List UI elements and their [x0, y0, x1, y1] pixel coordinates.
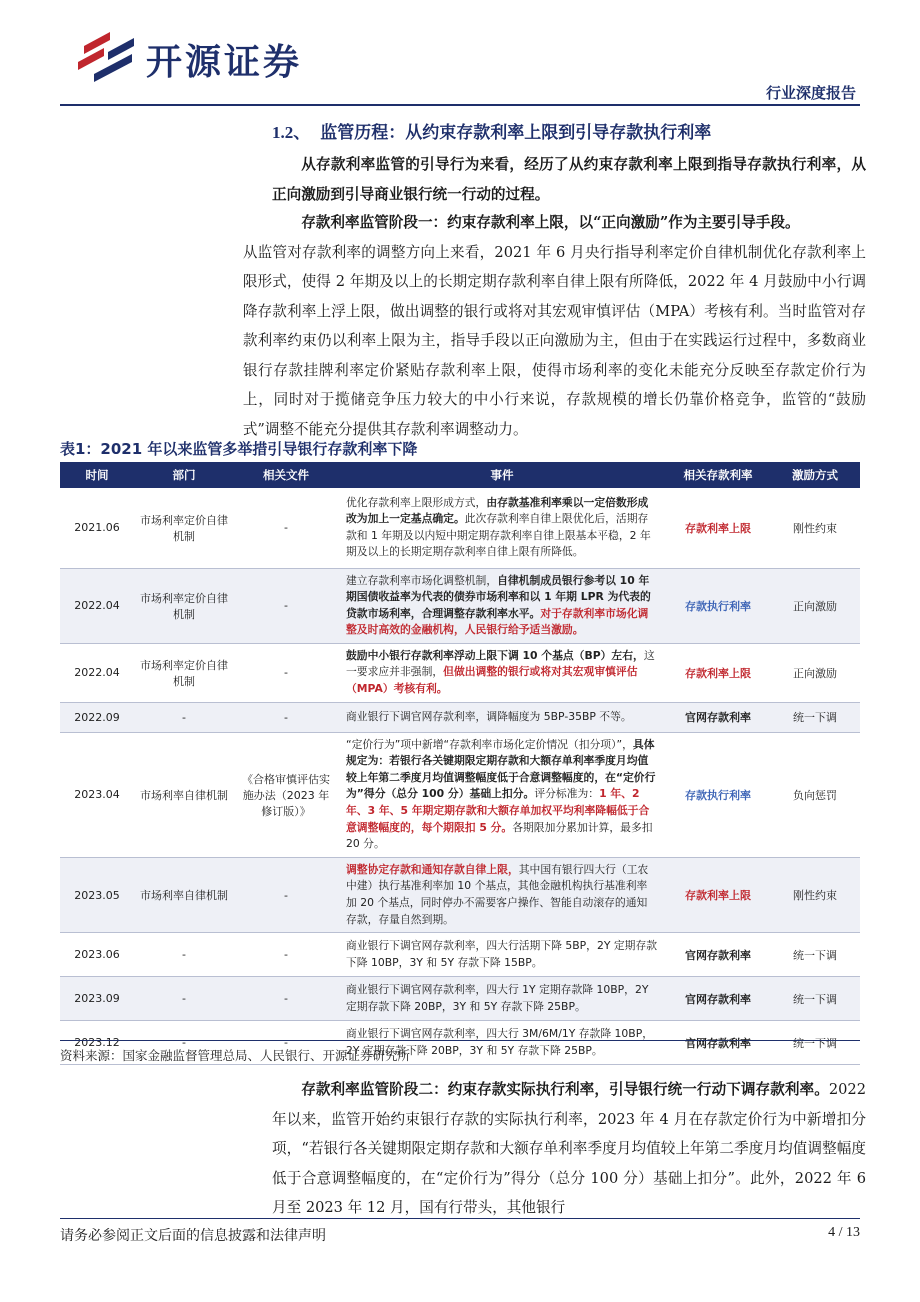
cell-event [338, 568, 666, 643]
rate-label: 官网存款利率 [685, 992, 751, 1006]
rate-label: 存款利率上限 [685, 666, 751, 680]
event-text-segment: 1 年、2 年、3 年、5 年期定期存款和大额存单加权平均利率降幅低于合意调整幅度的，每个期限扣 5 分。 [346, 787, 650, 834]
cell-rate [666, 488, 770, 568]
cell-time: 2023.05 [60, 857, 134, 932]
brand-logo [74, 26, 344, 82]
footer-disclaimer: 请务必参阅正文后面的信息披露和法律声明 [60, 1228, 326, 1244]
cell-incentive: 刚性约束 [770, 857, 860, 932]
table-bottom-rule [60, 1040, 860, 1041]
cell-dept: 市场利率自律机制 [134, 857, 234, 932]
rate-label: 存款执行利率 [685, 599, 751, 613]
stage-one-text: 从监管对存款利率的调整方向上来看，2021 年 6 月央行指导利率定价自律机制优化存款利率上限形式，使得 2 年期及以上的长期定期存款利率自律上限有所降低，2022 年 4 月鼓励中小行调降存款利率上浮上限，做出调整的银行或将对其宏观审慎评估（MPA）考核有利。当时监管对存款利率约束仍以利率上限为主，指导手段以正向激励为主，但由于在实践运行过程中，多数商业银行存款挂牌利率定价紧贴存款利率上限，使得市场利率的变化未能充分反映至存款定价行为上，同时对于揽储竞争压力较大的中小行来说，存款规模的增长仍靠价格竞争，监管的“鼓励式”调整不能充分提供其存款利率调整动力。 [242, 243, 866, 438]
section-title-text: 监管历程：从约束存款利率上限到引导存款执行利率 [320, 123, 712, 143]
cell-doc: 《合格审慎评估实施办法（2023 年修订版）》 [234, 732, 338, 857]
header-incentive: 激励方式 [770, 462, 860, 488]
cell-doc: - [234, 702, 338, 732]
event-text-segment: 商业银行下调官网存款利率，四大行 3M/6M/1Y 存款降 10BP，2Y 定期存款下降 20BP，3Y 和 5Y 存款下降 25BP。 [346, 1027, 653, 1057]
policy-table [60, 462, 860, 1065]
cell-doc: - [234, 568, 338, 643]
stage-one-lead: 存款利率监管阶段一：约束存款利率上限，以“正向激励”作为主要引导手段。 [301, 214, 800, 231]
event-text-segment: 评分标准为： [534, 787, 600, 801]
cell-event [338, 702, 666, 732]
cell-incentive: 刚性约束 [770, 488, 860, 568]
table-row [60, 933, 860, 977]
cell-doc: - [234, 857, 338, 932]
section-title [272, 118, 866, 143]
event-text-segment: 其中国有银行四大行（工农中建）执行基准利率加 10 个基点，其他金融机构执行基准利率加 20 个基点，同时停办不需要客户操作、智能自动滚存的通知存款，存量自然到期。 [346, 862, 649, 926]
cell-doc: - [234, 488, 338, 568]
cell-incentive: 统一下调 [770, 933, 860, 977]
event-text-segment: 商业银行下调官网存款利率，四大行活期下降 5BP，2Y 定期存款下降 10BP，3Y 和 5Y 存款下降 15BP。 [346, 939, 658, 969]
cell-incentive: 正向激励 [770, 568, 860, 643]
event-text-segment: 商业银行下调官网存款利率，四大行 1Y 定期存款降 10BP，2Y 定期存款下降 20BP，3Y 和 5Y 存款下降 25BP。 [346, 983, 649, 1013]
header-event: 事件 [338, 462, 666, 488]
cell-dept: - [134, 977, 234, 1021]
event-text-segment: 鼓励中小银行存款利率浮动上限下调 10 个基点（BP）左右， [346, 648, 644, 662]
header-dept: 部门 [134, 462, 234, 488]
cell-time: 2021.06 [60, 488, 134, 568]
rate-label: 存款利率上限 [685, 889, 751, 902]
logo-mark-icon [74, 26, 138, 82]
cell-dept: 市场利率定价自律机制 [134, 643, 234, 702]
cell-doc: - [234, 933, 338, 977]
event-text-segment: 此次存款利率自律上限优化后，活期存款和 1 年期及以内短中期定期存款利率自律上限基本平稳，2 年期及以上的长期定期存款利率自律上限有所降低。 [346, 512, 651, 559]
cell-doc: - [234, 1021, 338, 1065]
rate-label: 官网存款利率 [685, 1036, 751, 1050]
cell-dept: - [134, 702, 234, 732]
paragraph-intro [272, 150, 866, 209]
cell-event [338, 857, 666, 932]
cell-dept: 市场利率定价自律机制 [134, 488, 234, 568]
event-text-segment: 具体规定为：若银行各关键期限定期存款和大额存单利率季度月均值较上年第二季度月均值调整幅度低于合意调整幅度的，在“定价行为”得分（总分 100 分）基础上扣分。 [346, 737, 656, 801]
cell-rate [666, 857, 770, 932]
stage-two-text: 2022 年以来，监管开始约束银行存款的实际执行利率，2023 年 4 月在存款定价行为中新增扣分项，“若银行各关键期限定期存款和大额存单利率季度月均值较上年第二季度月均值调整幅度低于合意调整幅度的，在“定价行为”得分（总分 100 分）基础上扣分”。此外，2022 年 6 月至 2023 年 12 月，国有行带头，其他银行 [272, 1081, 866, 1216]
paragraph-intro-text: 从存款利率监管的引导行为来看，经历了从约束存款利率上限到指导存款执行利率，从正向激励到引导商业银行统一行动的过程。 [272, 156, 866, 203]
rate-label: 存款执行利率 [685, 788, 751, 802]
event-text-segment: 建立存款利率市场化调整机制， [346, 573, 498, 587]
cell-event [338, 488, 666, 568]
footer-divider [60, 1218, 860, 1219]
rate-label: 官网存款利率 [685, 948, 751, 962]
table-row [60, 732, 860, 857]
cell-doc: - [234, 643, 338, 702]
event-text-segment: 优化存款利率上限形成方式， [346, 495, 487, 509]
header-rate: 相关存款利率 [666, 462, 770, 488]
event-text-segment: 自律机制成员银行参考以 10 年期国债收益率为代表的债券市场利率和以 1 年期 LPR 为代表的贷款市场利率，合理调整存款利率水平。 [346, 573, 651, 620]
rate-label: 官网存款利率 [685, 711, 751, 725]
cell-incentive: 正向激励 [770, 643, 860, 702]
cell-event [338, 732, 666, 857]
cell-rate [666, 1021, 770, 1065]
paragraph-stage-two [272, 1075, 866, 1223]
cell-incentive: 统一下调 [770, 977, 860, 1021]
rate-label: 存款利率上限 [685, 521, 751, 535]
cell-time: 2023.04 [60, 732, 134, 857]
event-text-segment: 由存款基准利率乘以一定倍数形成改为加上一定基点确定。 [346, 495, 649, 526]
cell-time: 2023.12 [60, 1021, 134, 1065]
cell-dept: 市场利率自律机制 [134, 732, 234, 857]
cell-rate [666, 732, 770, 857]
cell-rate [666, 568, 770, 643]
header-time: 时间 [60, 462, 134, 488]
cell-rate [666, 933, 770, 977]
event-text-segment: 商业银行下调官网存款利率，调降幅度为 5BP-35BP 不等。 [346, 709, 632, 723]
event-text-segment: 这一要求应并非强制， [346, 648, 655, 679]
cell-rate [666, 702, 770, 732]
section-number: 1.2、 [272, 123, 311, 142]
cell-event [338, 977, 666, 1021]
report-type: 行业深度报告 [765, 84, 856, 102]
header-divider [60, 104, 860, 106]
cell-rate [666, 977, 770, 1021]
event-text-segment: 各期限加分累加计算，最多扣 20 分。 [346, 820, 653, 851]
table-row [60, 702, 860, 732]
cell-doc: - [234, 977, 338, 1021]
table-row [60, 488, 860, 568]
cell-dept: - [134, 1021, 234, 1065]
table-row [60, 568, 860, 643]
table-row [60, 643, 860, 702]
cell-incentive: 统一下调 [770, 1021, 860, 1065]
cell-event [338, 933, 666, 977]
cell-dept: 市场利率定价自律机制 [134, 568, 234, 643]
event-text-segment: “定价行为”项中新增“存款利率市场化定价情况（扣分项）”， [346, 737, 633, 751]
cell-dept: - [134, 933, 234, 977]
table-header-row [60, 462, 860, 488]
cell-event [338, 643, 666, 702]
event-text-segment: 对于存款利率市场化调整及时高效的金融机构，人民银行给予适当激励。 [346, 606, 649, 637]
table-title: 表1：2021 年以来监管多举措引导银行存款利率下降 [60, 440, 418, 458]
cell-incentive: 统一下调 [770, 702, 860, 732]
header-doc: 相关文件 [234, 462, 338, 488]
table-row [60, 977, 860, 1021]
paragraph-stage-one [242, 208, 866, 444]
event-text-segment: 但做出调整的银行或将对其宏观审慎评估（MPA）考核有利。 [346, 665, 638, 696]
cell-time: 2023.09 [60, 977, 134, 1021]
cell-rate [666, 643, 770, 702]
event-text-segment: 调整协定存款和通知存款自律上限， [346, 862, 519, 876]
cell-incentive: 负向惩罚 [770, 732, 860, 857]
brand-name: 开源证券 [146, 42, 303, 83]
page-number: 4 / 13 [828, 1225, 860, 1240]
cell-time: 2022.09 [60, 702, 134, 732]
cell-time: 2022.04 [60, 568, 134, 643]
table-source: 资料来源：国家金融监督管理总局、人民银行、开源证券研究所 [60, 1048, 411, 1063]
table-row [60, 857, 860, 932]
cell-time: 2022.04 [60, 643, 134, 702]
cell-time: 2023.06 [60, 933, 134, 977]
stage-two-lead: 存款利率监管阶段二：约束存款实际执行利率，引导银行统一行动下调存款利率。 [301, 1081, 829, 1098]
